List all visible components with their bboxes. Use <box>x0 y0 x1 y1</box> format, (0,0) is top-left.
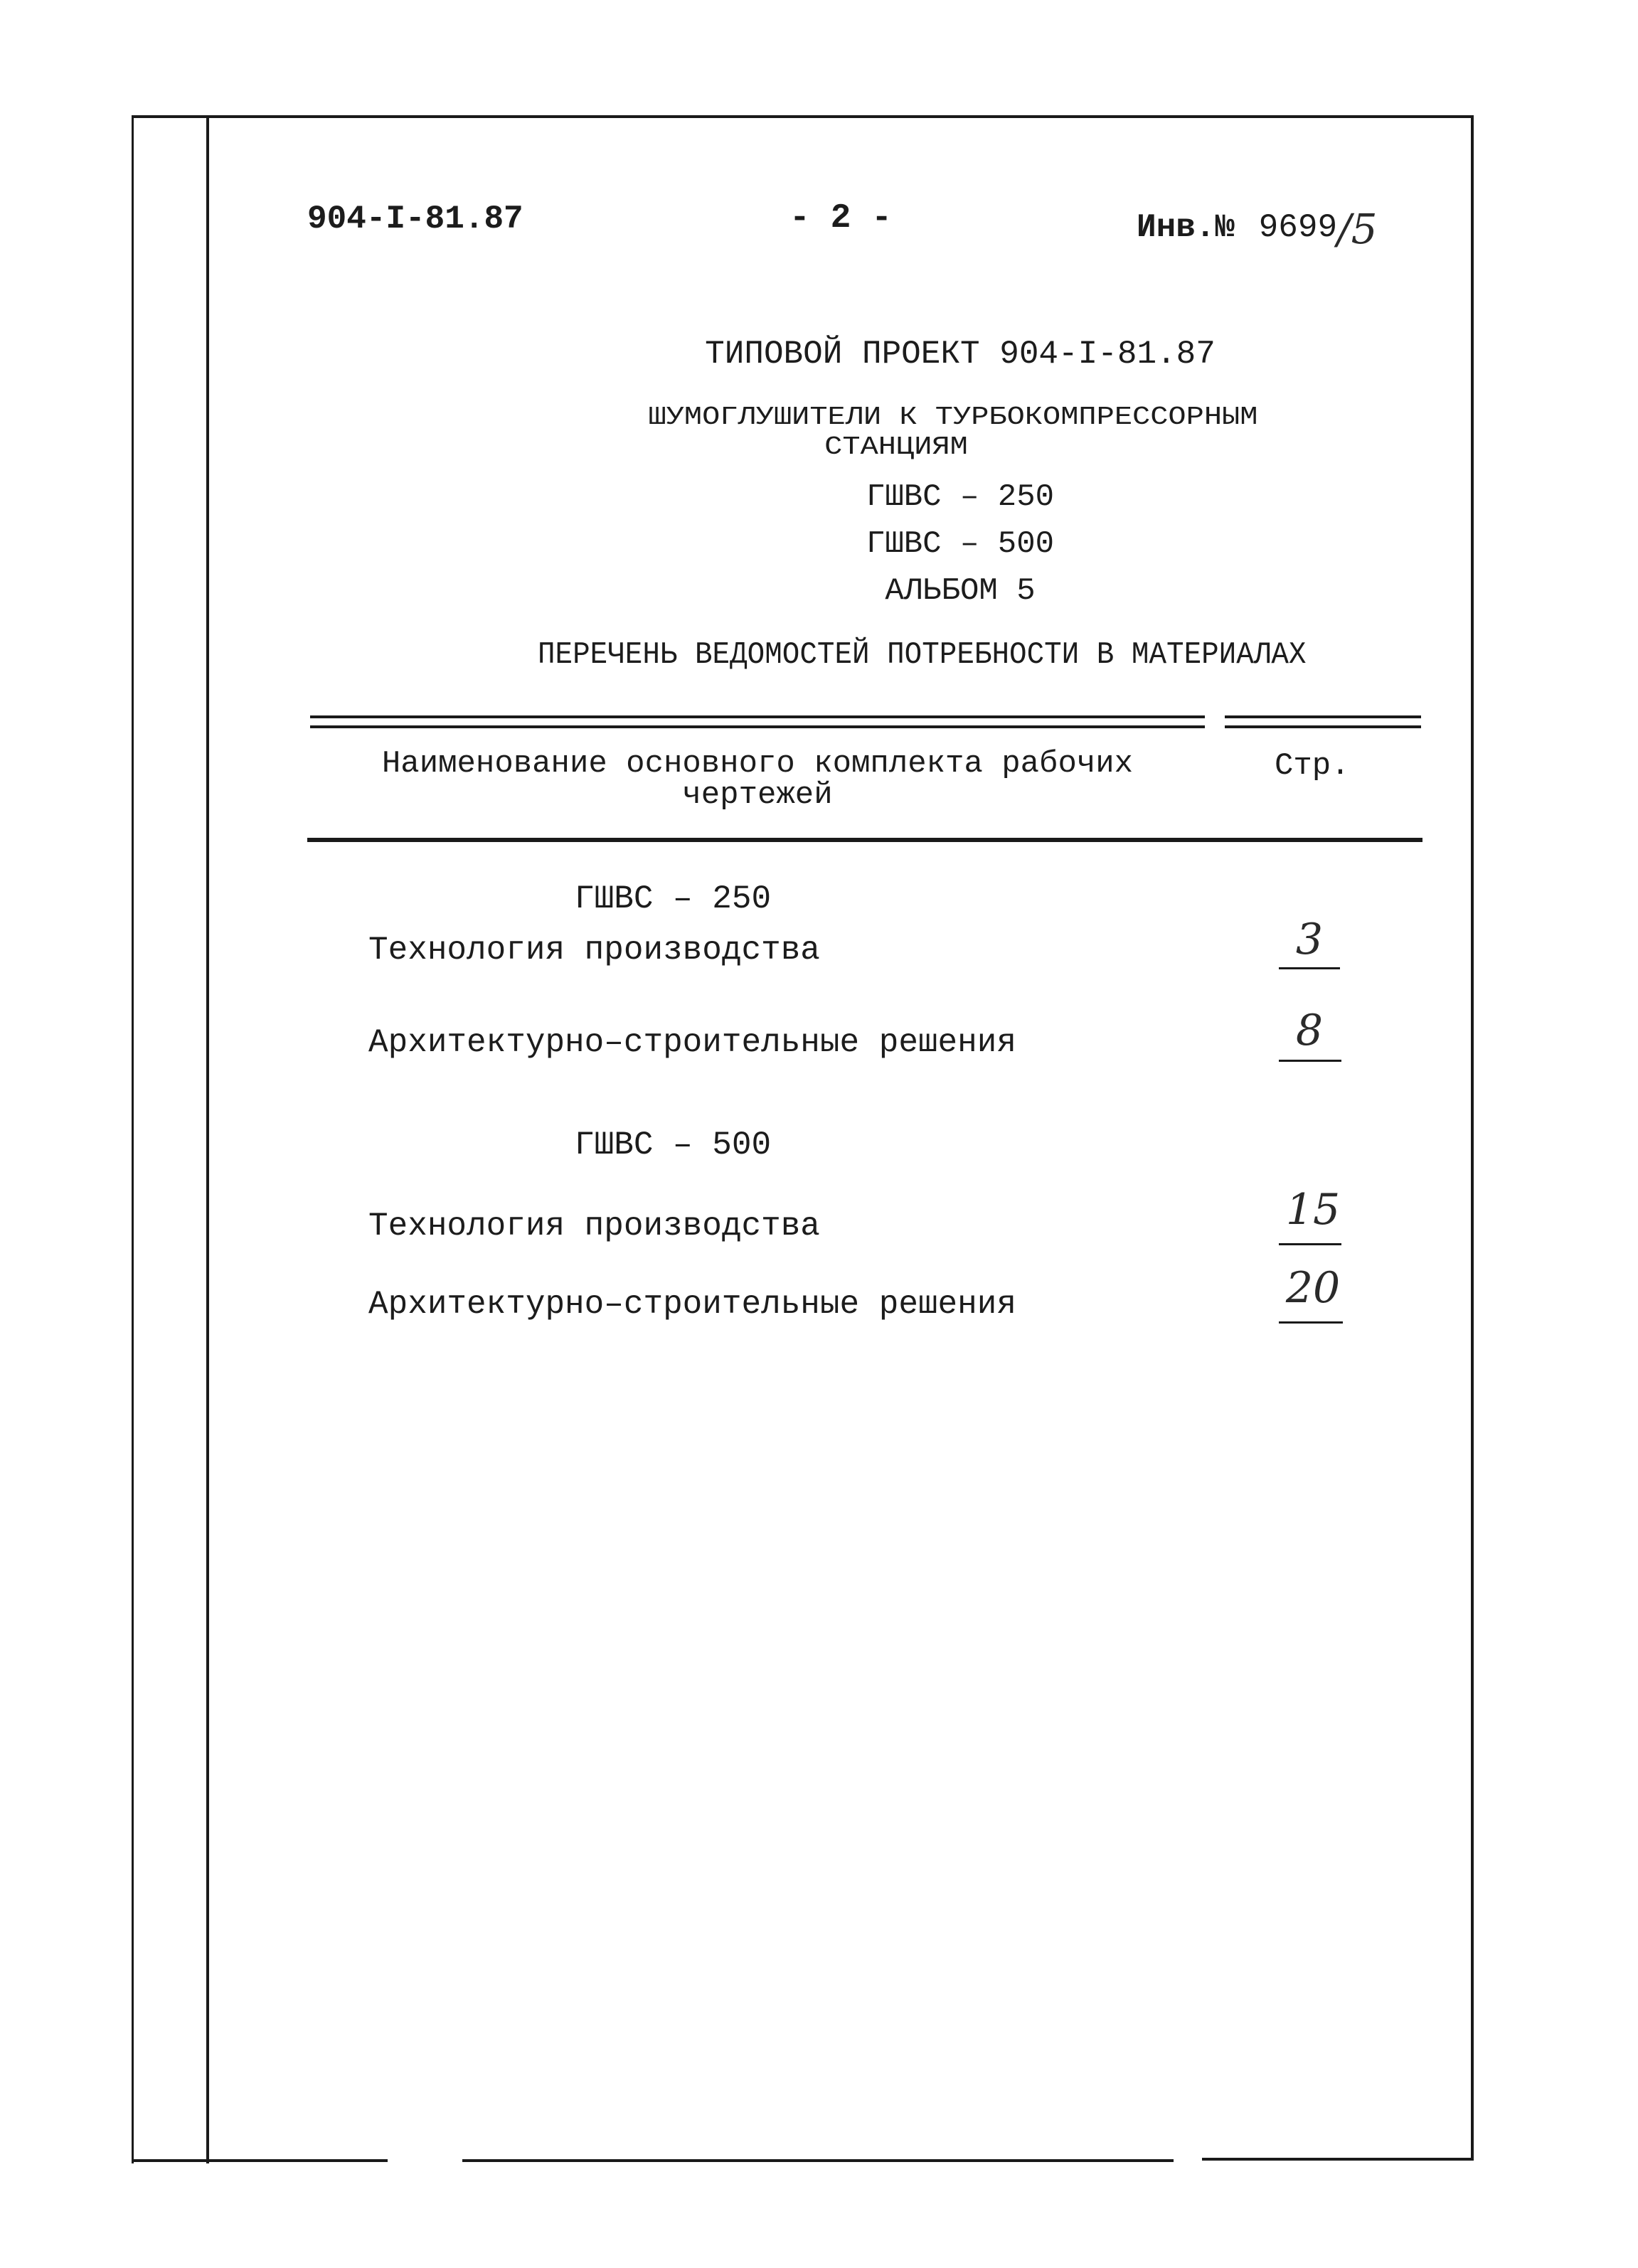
row-name-500-tech: Технология производства <box>368 1208 820 1245</box>
row-page-underline-500-tech <box>1279 1243 1341 1245</box>
column-header-name-line-2: чертежей <box>682 777 833 813</box>
frame-bottom-border-right <box>1202 2158 1474 2161</box>
row-page-underline-500-arch <box>1279 1321 1343 1324</box>
row-page-500-arch: 20 <box>1285 1263 1341 1313</box>
inventory-label: Инв.№ <box>1137 209 1235 246</box>
list-title: ПЕРЕЧЕНЬ ВЕДОМОСТЕЙ ПОТРЕБНОСТИ В МАТЕРИАЛАХ <box>538 637 1307 673</box>
frame-right-border <box>1471 115 1474 2160</box>
column-header-name <box>310 748 1205 811</box>
table-top-rule-page-1 <box>1225 715 1421 718</box>
frame-outer-left-border <box>132 115 134 2163</box>
row-page-underline-250-tech <box>1279 967 1340 969</box>
table-top-rule-page-2 <box>1225 725 1421 728</box>
inventory-value: 9699 <box>1258 209 1338 246</box>
row-page-250-tech: 3 <box>1295 915 1324 964</box>
table-header-rule <box>307 838 1422 842</box>
subject-line-2: СТАНЦИЯМ <box>824 432 968 462</box>
group-title-250: ГШВС – 250 <box>575 880 772 917</box>
project-title: ТИПОВОЙ ПРОЕКТ 904-I-81.87 <box>705 336 1216 373</box>
inventory-number <box>1137 198 1378 253</box>
frame-bottom-border-left <box>132 2159 388 2162</box>
model-500: ГШВС – 500 <box>866 526 1055 562</box>
table-top-rule-1 <box>310 715 1205 718</box>
row-page-250-arch: 8 <box>1295 1006 1324 1055</box>
row-name-500-arch: Архитектурно–строительные решения <box>368 1286 1016 1323</box>
column-header-page: Стр. <box>1275 748 1350 784</box>
column-header-name-line-1: Наименование основного комплекта рабочих <box>381 746 1134 782</box>
group-title-500: ГШВС – 500 <box>575 1127 772 1164</box>
model-250: ГШВС – 250 <box>866 479 1055 515</box>
document-code: 904-I-81.87 <box>307 201 523 238</box>
subject-line-1: ШУМОГЛУШИТЕЛИ К ТУРБОКОМПРЕССОРНЫМ <box>648 403 1258 432</box>
table-top-rule-2 <box>310 725 1205 728</box>
page-number: - 2 - <box>789 199 893 238</box>
frame-top-border <box>132 115 1472 118</box>
row-page-underline-250-arch <box>1279 1060 1341 1062</box>
frame-inner-left-border <box>206 115 209 2163</box>
row-name-250-tech: Технология производства <box>368 932 820 969</box>
row-name-250-arch: Архитектурно–строительные решения <box>368 1024 1016 1061</box>
album-number: АЛЬБОМ 5 <box>885 573 1036 609</box>
row-page-500-tech: 15 <box>1285 1185 1341 1235</box>
frame-bottom-border-middle <box>462 2159 1174 2162</box>
inventory-suffix: /5 <box>1337 205 1378 253</box>
